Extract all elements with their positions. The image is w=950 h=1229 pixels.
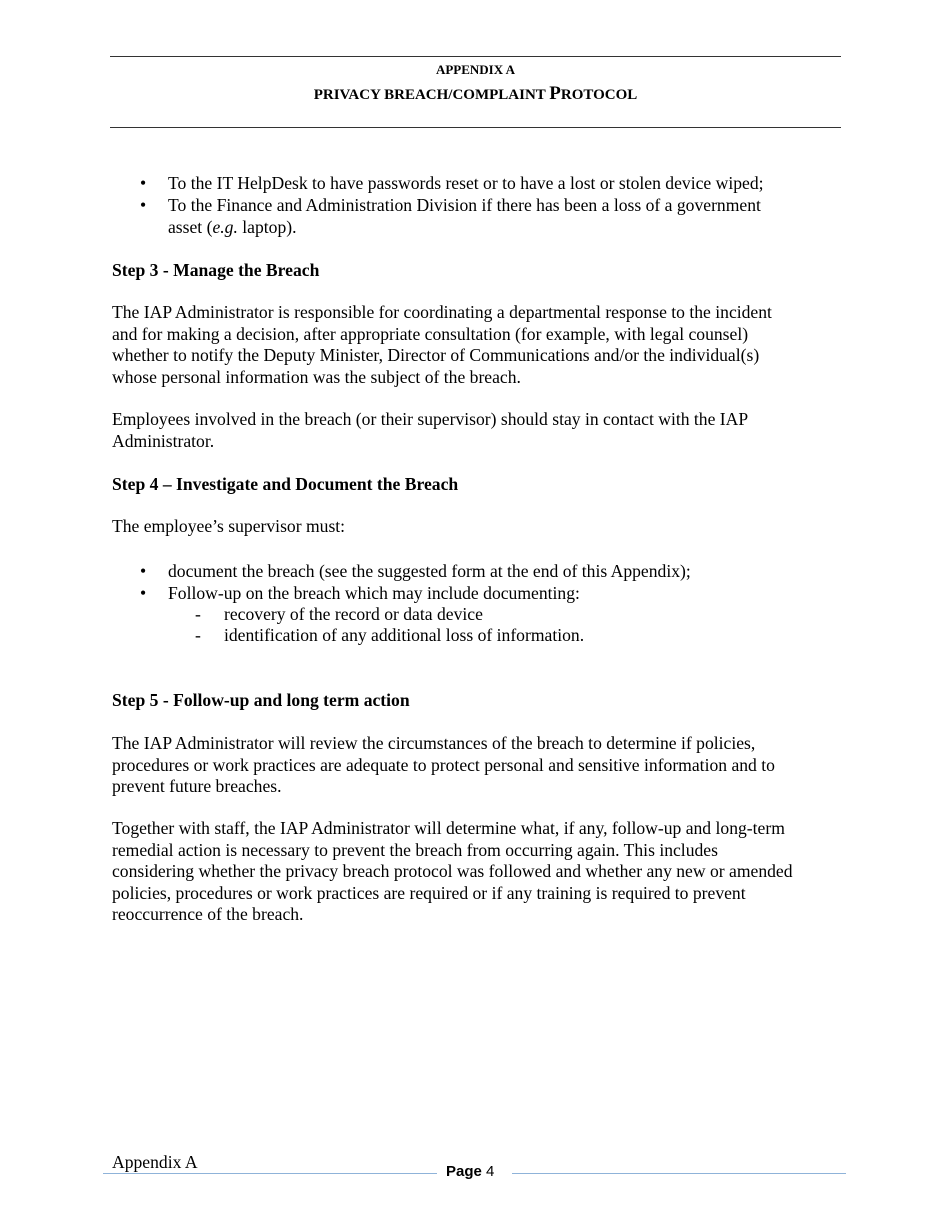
dash-icon: - <box>195 604 201 624</box>
step3-paragraph-2: Employees involved in the breach (or their supervisor) should stay in contact with the IAP Administrator. <box>112 409 749 451</box>
header-top-rule <box>110 56 841 57</box>
step3-heading: Step 3 - Manage the Breach <box>112 260 320 280</box>
step3-paragraph-1: The IAP Administrator is responsible for coordinating a departmental response to the incident and for making a decision, after appropriate consultation (for example, with legal counsel) whether to notify the Deputy Minister, Director of Communications and/or the individual(s) whose personal information was the subject of the breach. <box>112 302 772 387</box>
bullet-icon: • <box>140 173 147 193</box>
bullet-icon: • <box>140 561 147 581</box>
step5-paragraph-1: The IAP Administrator will review the circumstances of the breach to determine if policies, procedures or work practices are adequate to protect personal and sensitive information and to prevent future breaches. <box>112 733 775 797</box>
step5-paragraph-2: Together with staff, the IAP Administrator will determine what, if any, follow-up and long-term remedial action is necessary to prevent the breach from occurring again. This includes considering whether the privacy breach protocol was followed and whether any new or amended policies, procedures or work practices are required or if any training is required to prevent reoccurrence of the breach. <box>112 818 793 925</box>
step4-intro: The employee’s supervisor must: <box>112 516 346 536</box>
step5-heading: Step 5 - Follow-up and long term action <box>112 690 410 710</box>
bullet-icon: • <box>140 583 147 603</box>
footer-rule-right <box>512 1173 846 1174</box>
page-number: Page 4 <box>446 1163 495 1180</box>
footer-rule-left <box>103 1173 437 1174</box>
page-title: PRIVACY BREACH/COMPLAINT PROTOCOL <box>313 83 638 104</box>
appendix-label: APPENDIX A <box>435 62 516 77</box>
footer-appendix-label: Appendix A <box>112 1152 198 1172</box>
step4-heading: Step 4 – Investigate and Document the Breach <box>112 474 459 494</box>
header-bottom-rule <box>110 127 841 128</box>
bullet-icon: • <box>140 195 147 215</box>
dash-icon: - <box>195 625 201 645</box>
